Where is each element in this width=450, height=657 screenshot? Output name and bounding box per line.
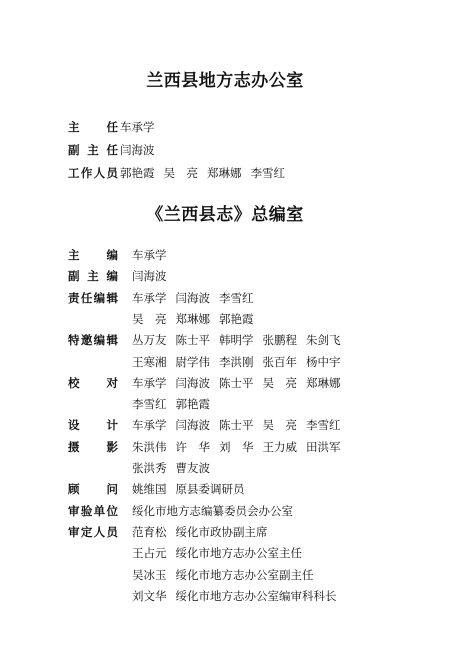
- person-name: 许 华: [175, 439, 210, 454]
- person-name: 闫海波: [120, 143, 155, 157]
- person-name: 吴 亮: [262, 375, 297, 390]
- person-name: 闫海波: [175, 418, 210, 433]
- editorial-label: 审 验 单 位: [68, 503, 118, 518]
- person-name: 陈士平: [219, 418, 254, 433]
- office-names: [120, 142, 164, 158]
- person-name: 张鹏程: [262, 333, 297, 348]
- office-names: [120, 165, 294, 181]
- editorial-row: [0, 524, 450, 540]
- person-name: 尉学伟: [175, 354, 210, 369]
- office-names: [120, 119, 164, 135]
- editorial-names: [132, 311, 263, 327]
- person-name: 绥化市地方志办公室编审科科长: [175, 588, 337, 603]
- editorial-row: [0, 481, 450, 497]
- editorial-label: 特 邀 编 辑: [68, 333, 118, 348]
- person-name: 姚维国: [132, 482, 167, 497]
- editorial-label: 校 对: [68, 375, 118, 390]
- person-name: 张百年: [262, 354, 297, 369]
- editorial-names: [132, 332, 350, 348]
- editorial-row: [0, 545, 450, 561]
- person-name: 范育松: [132, 524, 167, 539]
- person-name: 车承学: [132, 248, 167, 262]
- person-name: 车承学: [132, 375, 167, 390]
- editorial-row: [0, 396, 450, 412]
- person-name: 郭艳霞: [175, 397, 210, 412]
- person-name: 闫海波: [175, 375, 210, 390]
- person-name: 田洪军: [306, 439, 341, 454]
- person-name: 陈士平: [219, 375, 254, 390]
- editorial-names: [132, 247, 176, 263]
- editorial-label: 顾 问: [68, 482, 118, 497]
- person-name: 绥化市地方志办公室副主任: [175, 567, 314, 582]
- person-name: 王力威: [262, 439, 297, 454]
- person-name: 吴冰玉: [132, 567, 167, 582]
- person-name: 丛万友: [132, 333, 167, 348]
- editorial-names: [132, 481, 254, 497]
- editorial-label: 设 计: [68, 418, 118, 433]
- person-name: 李雪红: [306, 418, 341, 433]
- editorial-row: [0, 247, 450, 263]
- person-name: 郑琳娜: [207, 166, 242, 180]
- editorial-names: [132, 354, 350, 370]
- office-row: [0, 165, 450, 181]
- office-label: 副 主 任: [68, 143, 118, 157]
- editorial-label: 责 任 编 辑: [68, 290, 118, 305]
- person-name: 李洪刚: [219, 354, 254, 369]
- editorial-row: [0, 588, 450, 604]
- person-name: 吴 亮: [262, 418, 297, 433]
- person-name: 吴 亮: [132, 311, 167, 326]
- editorial-row: [0, 268, 450, 284]
- editorial-row: [0, 290, 450, 306]
- person-name: 韩明学: [219, 333, 254, 348]
- person-name: 李雪红: [219, 290, 254, 305]
- editorial-row: [0, 460, 450, 476]
- person-name: 绥化市政协副主席: [175, 524, 268, 539]
- person-name: 闫海波: [175, 290, 210, 305]
- person-name: 朱剑飞: [306, 333, 341, 348]
- person-name: 刘 华: [219, 439, 254, 454]
- person-name: 王寒湘: [132, 354, 167, 369]
- person-name: 李雪红: [132, 397, 167, 412]
- editorial-row: [0, 503, 450, 519]
- person-name: 郭艳霞: [120, 166, 155, 180]
- person-name: 李雪红: [250, 166, 285, 180]
- person-name: 车承学: [132, 418, 167, 433]
- person-name: 绥化市地方志编纂委员会办公室: [132, 503, 293, 518]
- person-name: 原县委调研员: [175, 482, 245, 497]
- editorial-row: [0, 567, 450, 583]
- editorial-names: [132, 588, 346, 604]
- person-name: 吴 亮: [163, 166, 198, 180]
- person-name: 车承学: [132, 290, 167, 305]
- editorial-row: [0, 375, 450, 391]
- editorial-row: [0, 311, 450, 327]
- editorial-names: [132, 524, 277, 540]
- editorial-names: [132, 290, 263, 306]
- office-row: [0, 142, 450, 158]
- person-name: 绥化市地方志办公室主任: [175, 546, 302, 561]
- editorial-row: [0, 332, 450, 348]
- person-name: 闫海波: [132, 269, 167, 284]
- person-name: 刘文华: [132, 588, 167, 603]
- person-name: 杨中宇: [306, 354, 341, 369]
- person-name: 陈士平: [175, 333, 210, 348]
- person-name: 朱洪伟: [132, 439, 167, 454]
- office-label: 主 任: [68, 120, 118, 134]
- editorial-label: 摄 影: [68, 439, 118, 454]
- editorial-label: 副 主 编: [68, 269, 118, 284]
- editorial-names: [132, 375, 350, 391]
- editorial-label: 主 编: [68, 248, 118, 262]
- editorial-row: [0, 439, 450, 455]
- editorial-names: [132, 417, 350, 433]
- editorial-row: [0, 354, 450, 370]
- editorial-names: [132, 567, 323, 583]
- editorial-names: [132, 460, 219, 476]
- office-row: [0, 119, 450, 135]
- person-name: 车承学: [120, 120, 155, 134]
- person-name: 张洪秀: [132, 461, 167, 475]
- editorial-names: [132, 503, 302, 519]
- editorial-names: [132, 545, 311, 561]
- office-label: 工 作 人 员: [68, 166, 118, 180]
- editorial-names: [132, 268, 176, 284]
- editorial-label: 审 定 人 员: [68, 524, 118, 539]
- editorial-names: [132, 396, 219, 412]
- person-name: 郭艳霞: [219, 311, 254, 326]
- person-name: 郑琳娜: [175, 311, 210, 326]
- office-title: 兰西县地方志办公室: [146, 71, 304, 91]
- person-name: 王占元: [132, 546, 167, 561]
- person-name: 曹友波: [175, 461, 210, 475]
- person-name: 郑琳娜: [306, 375, 341, 390]
- editorial-title: 《兰西县志》总编室: [146, 205, 304, 225]
- editorial-names: [132, 439, 350, 455]
- editorial-row: [0, 417, 450, 433]
